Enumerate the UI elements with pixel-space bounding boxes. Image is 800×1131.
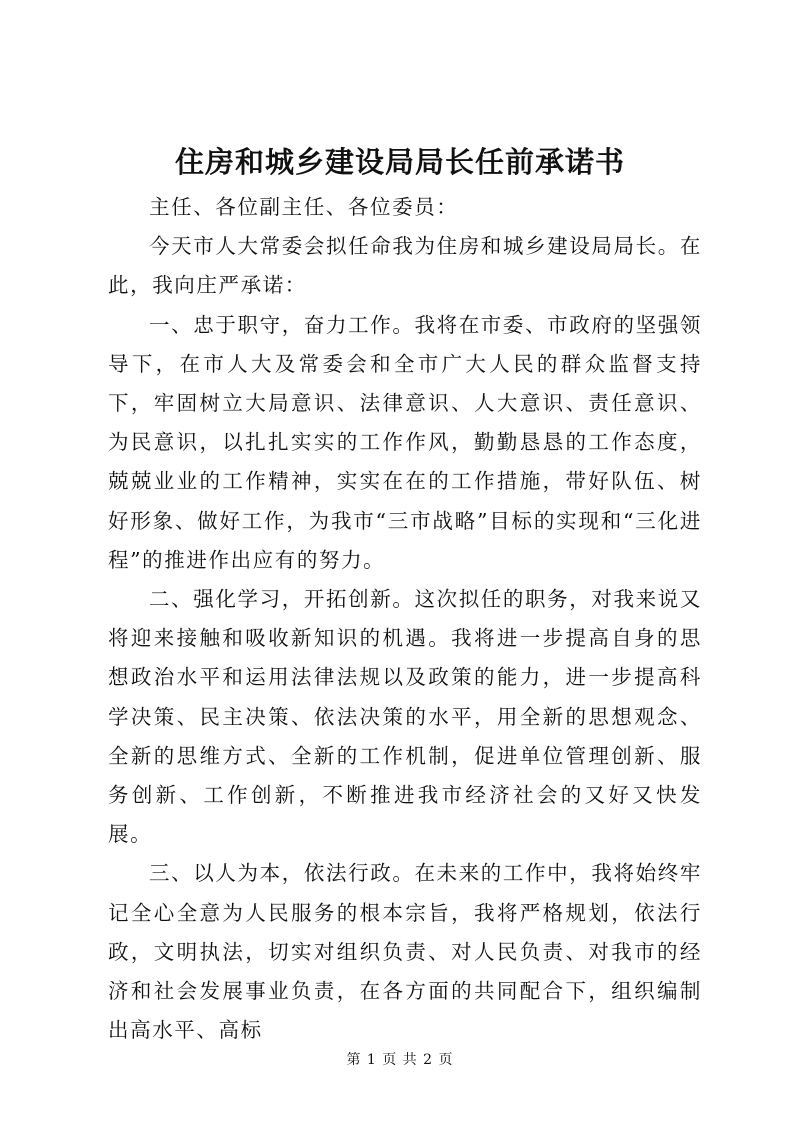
paragraph-commitment-3: 三、以人为本，依法行政。在未来的工作中，我将始终牢记全心全意为人民服务的根本宗旨，我将严格规划，依法行政，文明执法，切实对组织负责、对人民负责、对我市的经济和社会发展事业负责，在各方面的共同配合下，组织编制出高水平、高标: [108, 861, 702, 1043]
document-title: 住房和城乡建设局局长任前承诺书: [174, 145, 625, 179]
paragraph-commitment-1: 一、忠于职守，奋力工作。我将在市委、市政府的坚强领导下，在市人大及常委会和全市广大人民的群众监督支持下，牢固树立大局意识、法律意识、人大意识、责任意识、为民意识，以扎扎实实的工作作风，勤勤恳恳的工作态度，兢兢业业的工作精神，实实在在的工作措施，带好队伍、树好形象、做好工作，为我市“三市战略”目标的实现和“三化进程”的推进作出应有的努力。: [108, 312, 702, 572]
paragraph-intro: 今天市人大常委会拟任命我为住房和城乡建设局局长。在此，我向庄严承诺：: [108, 234, 702, 298]
paragraph-commitment-2: 二、强化学习，开拓创新。这次拟任的职务，对我来说又将迎来接触和吸收新知识的机遇。我将进一步提高自身的思想政治水平和运用法律法规以及政策的能力，进一步提高科学决策、民主决策、依法决策的水平，用全新的思想观念、全新的思维方式、全新的工作机制，促进单位管理创新、服务创新、工作创新，不断推进我市经济社会的又好又快发展。: [108, 587, 702, 847]
page-number-footer: 第 1 页 共 2 页: [346, 1052, 454, 1068]
salutation: 主任、各位副主任、各位委员：: [149, 195, 459, 219]
document-body: [108, 188, 702, 1050]
